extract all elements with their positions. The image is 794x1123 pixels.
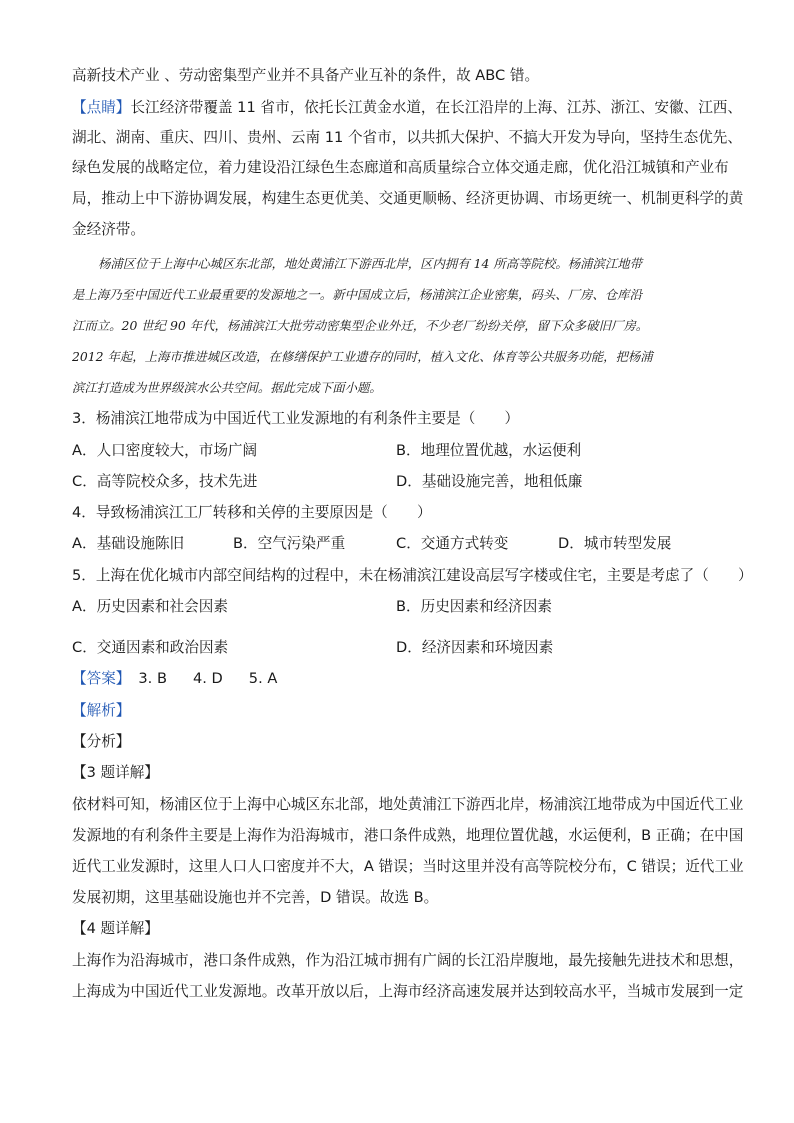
question-4-option-d: D．城市转型发展 — [558, 535, 672, 552]
question-5-option-a: A．历史因素和社会因素 — [72, 598, 228, 615]
text-line: 依材料可知，杨浦区位于上海中心城区东北部，地处黄浦江下游西北岸，杨浦滨江地带成为中国近代工业 — [72, 796, 744, 813]
question-4-option-c: C．交通方式转变 — [396, 535, 509, 552]
question-4-option-a: A．基础设施陈旧 — [72, 535, 185, 552]
q4-detail-heading: 【4 题详解】 — [72, 920, 159, 937]
text-line: 发源地的有利条件主要是上海作为沿海城市，港口条件成熟，地理位置优越，水运便利，B 正确；在中国 — [72, 827, 744, 844]
dianjing-text: 长江经济带覆盖 11 省市，依托长江黄金水道，在长江沿岸的上海、江苏、浙江、安徽、江西、 — [130, 99, 742, 116]
dianjing-line — [72, 98, 742, 118]
question-3-option-a: A．人口密度较大，市场广阔 — [72, 442, 258, 459]
fenxi-heading: 【分析】 — [72, 733, 131, 750]
text-line: 发展初期，这里基础设施也并不完善，D 错误。故选 B。 — [72, 889, 439, 906]
question-5-option-b: B．历史因素和经济因素 — [396, 598, 552, 615]
passage-line: 江而立。20 世纪 90 年代，杨浦滨江大批劳动密集型企业外迁，不少老厂纷纷关停，留下众多破旧厂房。 — [72, 318, 649, 333]
question-3-option-b: B．地理位置优越，水运便利 — [396, 442, 582, 459]
question-4-option-b: B．空气污染严重 — [233, 535, 346, 552]
q3-detail-heading: 【3 题详解】 — [72, 764, 159, 781]
question-5-option-c: C．交通因素和政治因素 — [72, 639, 229, 656]
jiexi-heading: 【解析】 — [72, 702, 131, 719]
question-4-stem: 4．导致杨浦滨江工厂转移和关停的主要原因是（ ） — [72, 504, 432, 521]
text-line: 绿色发展的战略定位，着力建设沿江绿色生态廊道和高质量综合立体交通走廊，优化沿江城镇和产业布 — [72, 159, 729, 176]
passage-line: 2012 年起，上海市推进城区改造，在修缮保护工业遗存的同时，植入文化、体育等公共服务功能，把杨浦 — [72, 349, 653, 364]
text-line: 金经济带。 — [72, 221, 145, 238]
text-line: 上海成为中国近代工业发源地。改革开放以后，上海市经济高速发展并达到较高水平，当城市发展到一定 — [72, 983, 744, 1000]
dianjing-tag: 【点睛】 — [72, 99, 131, 116]
question-3-option-d: D．基础设施完善，地租低廉 — [396, 473, 583, 490]
passage-line: 杨浦区位于上海中心城区东北部，地处黄浦江下游西北岸，区内拥有 14 所高等院校。杨浦滨江地带 — [98, 256, 643, 271]
answer-4: 4. D — [192, 670, 223, 687]
text-line: 局，推动上中下游协调发展，构建生态更优美、交通更顺畅、经济更协调、市场更统一、机制更科学的黄 — [72, 190, 744, 207]
answer-5: 5. A — [248, 670, 278, 687]
question-5-stem: 5．上海在优化城市内部空间结构的过程中，未在杨浦滨江建设高层写字楼或住宅，主要是考虑了（ ） — [72, 567, 753, 584]
text-line: 上海作为沿海城市，港口条件成熟，作为沿江城市拥有广阔的长江沿岸腹地，最先接触先进技术和思想， — [72, 952, 744, 969]
text-line: 近代工业发源时，这里人口人口密度并不大，A 错误；当时这里并没有高等院校分布，C 错误；近代工业 — [72, 858, 744, 875]
question-3-option-c: C．高等院校众多，技术先进 — [72, 473, 258, 490]
answer-tag: 【答案】 — [72, 670, 131, 687]
text-line: 湖北、湖南、重庆、四川、贵州、云南 11 个省市，以共抓大保护、不搞大开发为导向，坚持生态优先、 — [72, 129, 742, 146]
passage-line: 是上海乃至中国近代工业最重要的发源地之一。新中国成立后，杨浦滨江企业密集，码头、厂房、仓库沿 — [72, 287, 642, 302]
question-5-option-d: D．经济因素和环境因素 — [396, 639, 554, 656]
text-line: 高新技术产业 、劳动密集型产业并不具备产业互补的条件，故 ABC 错。 — [72, 67, 540, 84]
answer-line — [72, 669, 277, 689]
answer-3: 3. B — [138, 670, 167, 687]
question-3-stem: 3．杨浦滨江地带成为中国近代工业发源地的有利条件主要是（ ） — [72, 410, 520, 427]
passage-line: 滨江打造成为世界级滨水公共空间。据此完成下面小题。 — [72, 380, 382, 395]
